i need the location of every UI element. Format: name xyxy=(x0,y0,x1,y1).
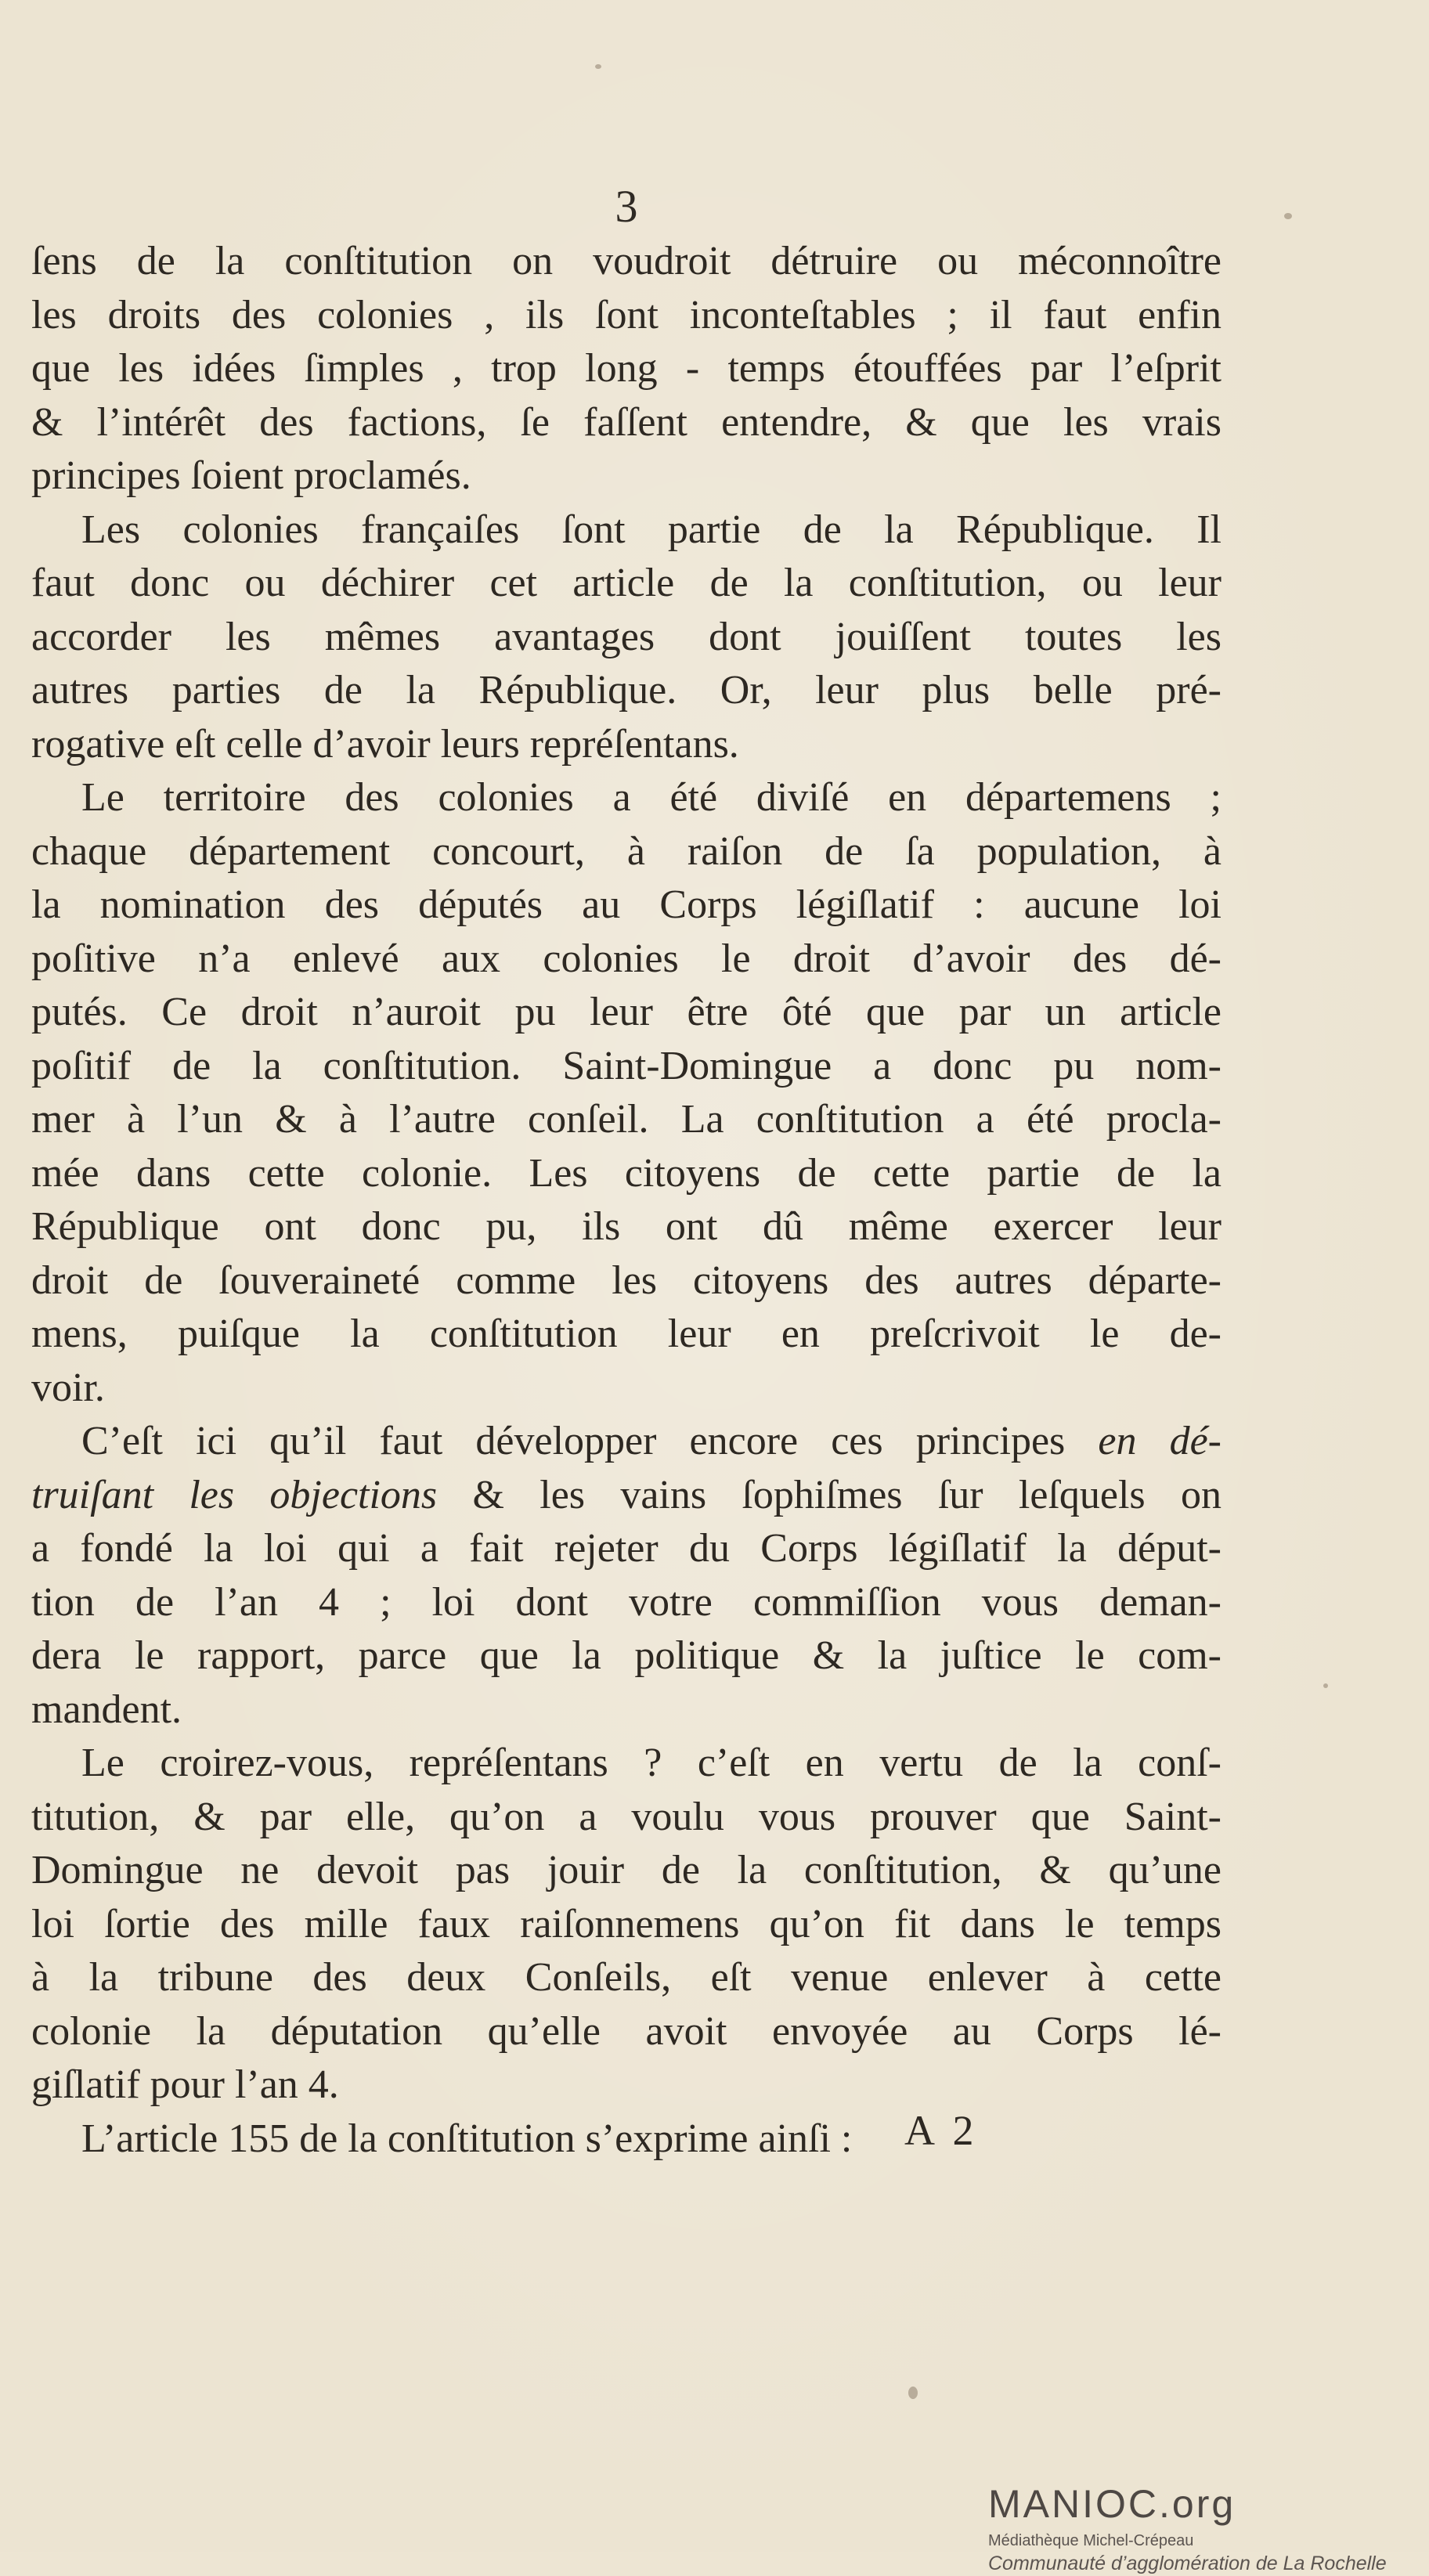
text-line: Le territoire des colonies a été diviſé en départemens ; xyxy=(81,775,1222,820)
text-line: poſitif de la conſtitution. Saint-Domingue a donc pu nom- xyxy=(31,1043,1222,1088)
text-line: mandent. xyxy=(31,1687,182,1732)
text-line: République ont donc pu, ils ont dû même exercer leur xyxy=(31,1204,1222,1249)
paper-speck xyxy=(908,2387,918,2399)
watermark-institution: Médiathèque Michel-Crépeau xyxy=(988,2532,1194,2549)
library-watermark xyxy=(988,2482,1395,2576)
text-line: autres parties de la République. Or, leur plus belle pré- xyxy=(31,668,1222,713)
paragraph-6 xyxy=(31,2112,1222,2167)
paragraph-5 xyxy=(31,1737,1222,2112)
text-line: voir. xyxy=(31,1365,105,1410)
text-line: droit de ſouveraineté comme les citoyens des autres départe- xyxy=(31,1257,1222,1303)
paragraph-4 xyxy=(31,1415,1222,1737)
manioc-logo: MANIOC.org xyxy=(988,2482,1236,2526)
text-line: rogative eſt celle d’avoir leurs repréſentans. xyxy=(31,721,739,767)
watermark-community: Communauté d’agglomération de La Rochelle xyxy=(988,2553,1387,2574)
italic-phrase: en dé- xyxy=(1098,1419,1222,1463)
paragraph-3 xyxy=(31,771,1222,1415)
paper-speck xyxy=(1323,1683,1328,1688)
text-line: mée dans cette colonie. Les citoyens de cette partie de la xyxy=(31,1150,1222,1196)
text-line: tion de l’an 4 ; loi dont votre commiſſion vous deman- xyxy=(31,1579,1222,1625)
text-line: putés. Ce droit n’auroit pu leur être ôté que par un article xyxy=(31,990,1222,1034)
text-line: mens, puiſque la conſtitution leur en preſcrivoit le de- xyxy=(31,1311,1222,1356)
text-line: L’article 155 de la conſtitution s’exprime ainſi : xyxy=(81,2116,853,2161)
text-line: dera le rapport, parce que la politique & la juſtice le com- xyxy=(31,1633,1222,1678)
signature-mark: A 2 xyxy=(904,2107,979,2154)
text-line: que les idées ſimples , trop long - temps étouffées par l’eſprit xyxy=(31,346,1222,391)
text-line: loi ſortie des mille faux raiſonnemens qu’on fit dans le temps xyxy=(31,1901,1222,1946)
paper-speck xyxy=(595,64,601,69)
text-line: a fondé la loi qui a fait rejeter du Corps légiſlatif la déput- xyxy=(31,1526,1222,1571)
text-line: faut donc ou déchirer cet article de la conſtitution, ou leur xyxy=(31,561,1222,605)
text-line: chaque département concourt, à raiſon de ſa population, à xyxy=(31,828,1222,874)
text-line: accorder les mêmes avantages dont jouiſſent toutes les xyxy=(31,614,1222,659)
text-line: à la tribune des deux Conſeils, eſt venue enlever à cette xyxy=(31,1955,1222,2000)
text-line: principes ſoient proclamés. xyxy=(31,453,471,498)
text-line: ſens de la conſtitution on voudroit détruire ou méconnoître xyxy=(31,239,1222,283)
paragraph-2 xyxy=(31,503,1222,772)
text-line: colonie la députation qu’elle avoit envoyée au Corps lé- xyxy=(31,2008,1222,2054)
text-line: & l’intérêt des factions, ſe faſſent entendre, & que les vrais xyxy=(31,399,1222,445)
text-line: titution, & par elle, qu’on a voulu vous prouver que Saint- xyxy=(31,1794,1222,1839)
text-line: mer à l’un & à l’autre conſeil. La conſtitution a été procla- xyxy=(31,1097,1222,1142)
text-line: Le croirez-vous, repréſentans ? c’eſt en vertu de la conſ- xyxy=(81,1741,1222,1785)
text-line: giſlatif pour l’an 4. xyxy=(31,2062,339,2107)
italic-phrase: truiſant les objections xyxy=(31,1472,438,1517)
paragraph-1 xyxy=(31,235,1222,503)
text-line: Domingue ne devoit pas jouir de la conſtitution, & qu’une xyxy=(31,1848,1222,1892)
text-line: truiſant les objections & les vains ſophiſmes ſur leſquels on xyxy=(31,1472,1222,1517)
paper-speck xyxy=(1284,213,1292,219)
text-line: Les colonies françaiſes ſont partie de la République. Il xyxy=(81,507,1222,552)
body-text xyxy=(31,235,1222,2166)
page-number: 3 xyxy=(615,181,638,232)
text-line: C’eſt ici qu’il faut développer encore ces principes en dé- xyxy=(81,1419,1222,1463)
text-line: poſitive n’a enlevé aux colonies le droit d’avoir des dé- xyxy=(31,936,1222,981)
text-line: les droits des colonies , ils ſont inconteſtables ; il faut enfin xyxy=(31,292,1222,337)
text-line: la nomination des députés au Corps légiſlatif : aucune loi xyxy=(31,882,1222,927)
